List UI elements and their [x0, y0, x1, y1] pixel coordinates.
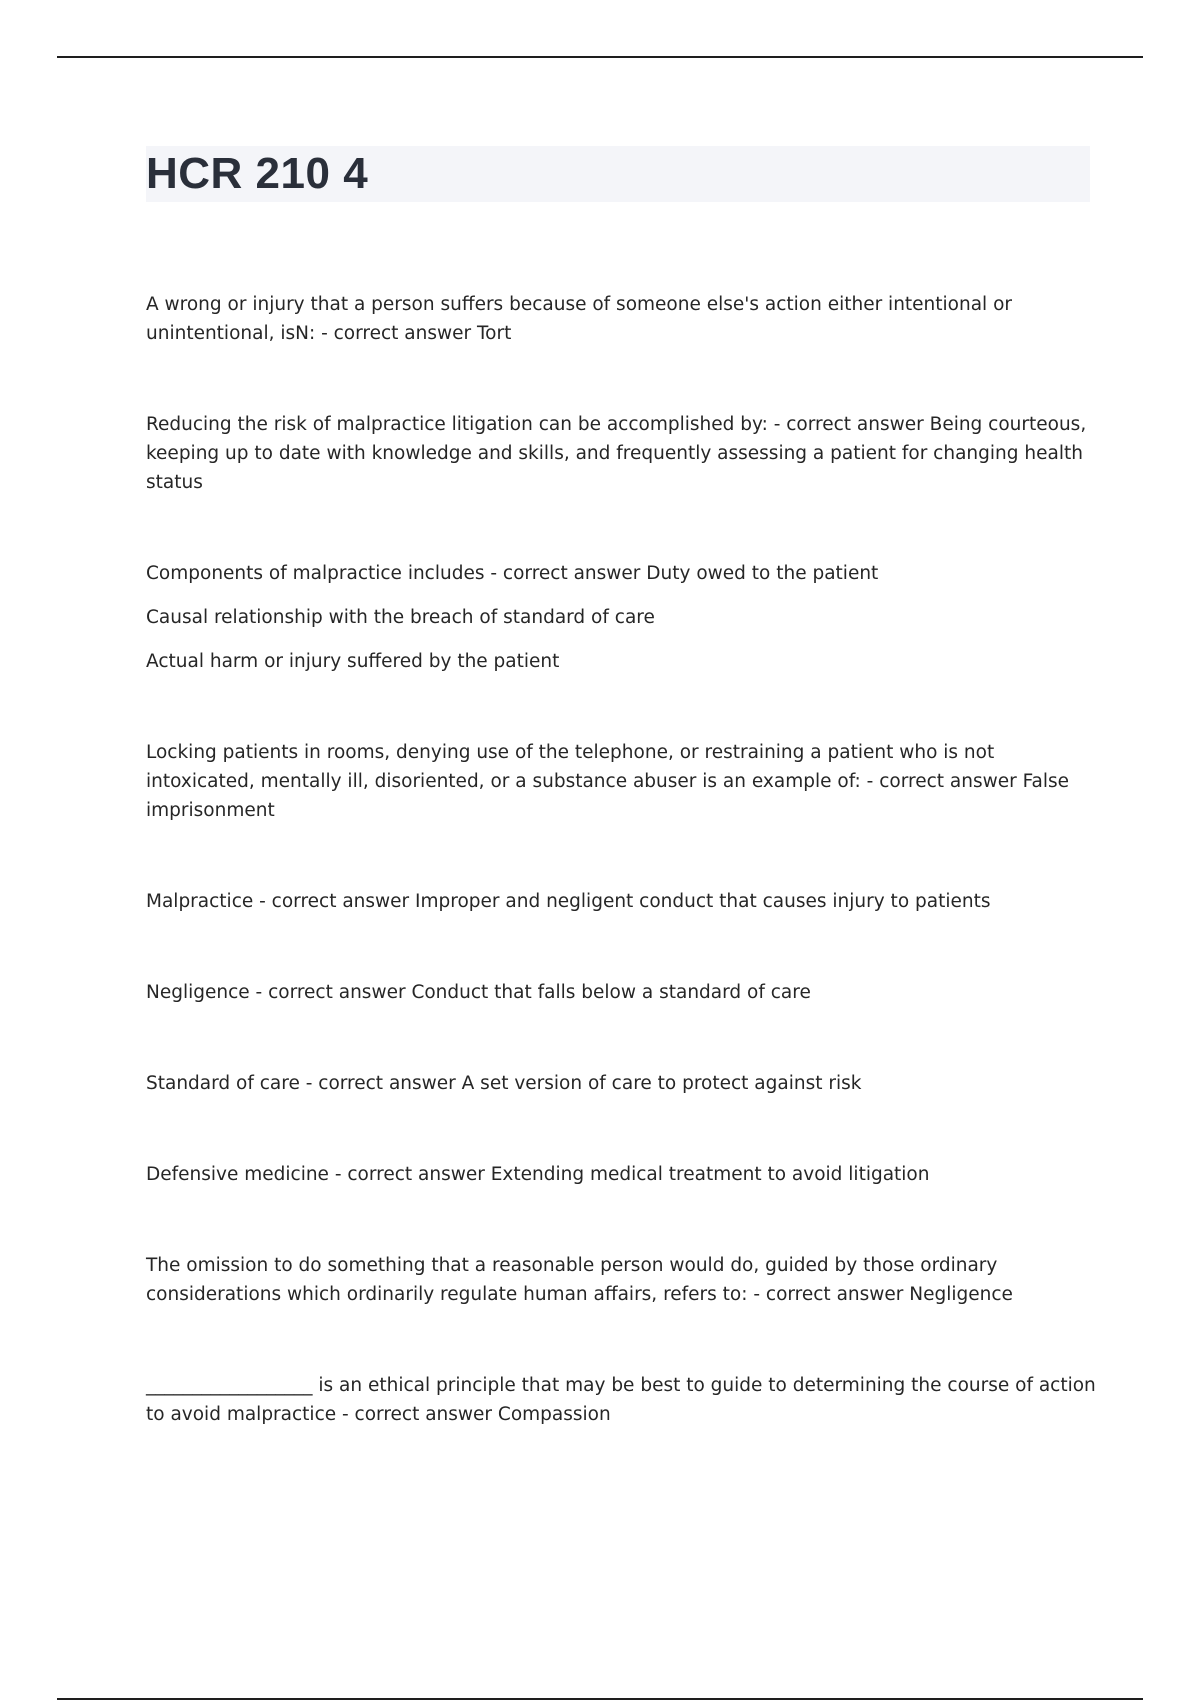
- qa-text: Defensive medicine - correct answer Extending medical treatment to avoid litigation: [146, 1164, 930, 1185]
- qa-text-continued: Actual harm or injury suffered by the patient: [146, 651, 560, 672]
- qa-entry-3: [146, 559, 1096, 676]
- qa-text: The omission to do something that a reasonable person would do, guided by those ordinary considerations which ordinarily regulate human affairs, refers to: - correct answer Negligence: [146, 1255, 1013, 1305]
- qa-entry-5: [146, 887, 1096, 916]
- qa-entry-10: [146, 1371, 1096, 1429]
- qa-text: __________________ is an ethical principle that may be best to guide to determining the course of action to avoid malpractice - correct answer Compassion: [146, 1375, 1096, 1425]
- qa-entry-4: [146, 738, 1096, 825]
- qa-text: Components of malpractice includes - correct answer Duty owed to the patient: [146, 563, 879, 584]
- qa-text: Negligence - correct answer Conduct that falls below a standard of care: [146, 982, 811, 1003]
- qa-text: Reducing the risk of malpractice litigation can be accomplished by: - correct answer Being courteous, keeping up to date with knowledge and skills, and frequently assessing a patient for changing health status: [146, 414, 1087, 493]
- header-rule: [57, 56, 1143, 58]
- document-title: HCR 210 4: [146, 149, 369, 198]
- qa-entry-9: [146, 1251, 1096, 1309]
- qa-text-continued: Causal relationship with the breach of standard of care: [146, 607, 655, 628]
- qa-entry-6: [146, 978, 1096, 1007]
- qa-text: A wrong or injury that a person suffers because of someone else's action either intentional or unintentional, isN: - correct answer Tort: [146, 294, 1013, 344]
- qa-text: Malpractice - correct answer Improper and negligent conduct that causes injury to patients: [146, 891, 991, 912]
- qa-entry-7: [146, 1069, 1096, 1098]
- document-body: [146, 290, 1096, 1429]
- qa-entry-1: [146, 290, 1096, 348]
- qa-text: Standard of care - correct answer A set version of care to protect against risk: [146, 1073, 862, 1094]
- qa-text: Locking patients in rooms, denying use of the telephone, or restraining a patient who is not intoxicated, mentally ill, disoriented, or a substance abuser is an example of: - correct answer False imprisonment: [146, 742, 1070, 821]
- qa-entry-8: [146, 1160, 1096, 1189]
- qa-entry-2: [146, 410, 1096, 497]
